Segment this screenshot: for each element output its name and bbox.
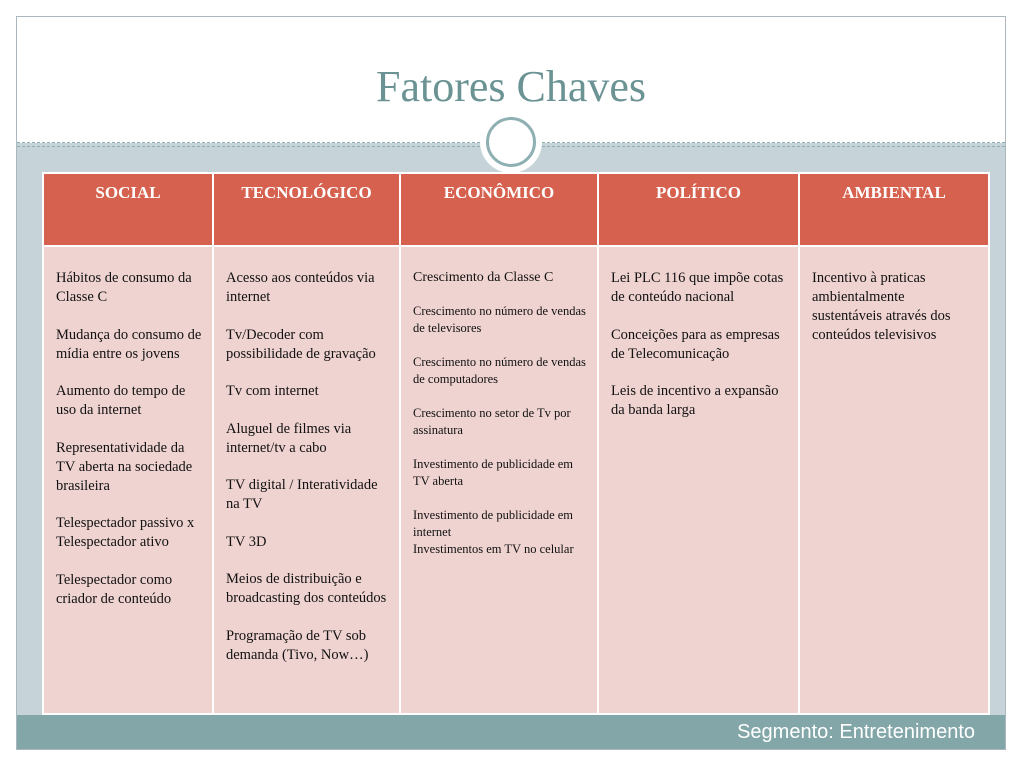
list-item: Investimentos em TV no celular <box>413 542 574 556</box>
list-item: Tv com internet <box>226 383 319 399</box>
list-item: Tv/Decoder com possibilidade de gravação <box>226 326 376 362</box>
list-item: Programação de TV sob demanda (Tivo, Now…) <box>226 627 369 663</box>
cell-ambiental <box>799 246 989 714</box>
cell-economico <box>400 246 598 714</box>
list-item: Hábitos de consumo da Classe C <box>56 270 192 305</box>
cell-social <box>43 246 213 714</box>
list-item: Crescimento no número de vendas de computadores <box>413 355 586 386</box>
list-item: TV digital / Interatividade na TV <box>226 477 378 512</box>
list-item: Incentivo à praticas ambientalmente sustentáveis através dos conteúdos televisivos <box>812 270 951 343</box>
factors-table <box>42 172 990 715</box>
ornament-ring <box>486 117 536 167</box>
header-economico: ECONÔMICO <box>400 173 598 246</box>
table-row <box>43 246 989 714</box>
list-item: Telespectador como criador de conteúdo <box>56 571 173 607</box>
list-item: Crescimento no setor de Tv por assinatura <box>413 406 571 437</box>
header-politico: POLÍTICO <box>598 173 799 246</box>
list-item: Acesso aos conteúdos via internet <box>226 270 375 305</box>
header-ambiental: AMBIENTAL <box>799 173 989 246</box>
list-item: Aumento do tempo de uso da internet <box>56 383 186 418</box>
list-item: Lei PLC 116 que impõe cotas de conteúdo nacional <box>611 270 784 305</box>
list-item: Mudança do consumo de mídia entre os jovens <box>56 326 202 362</box>
list-item: Crescimento da Classe C <box>413 270 554 285</box>
factors-table-container <box>42 172 988 715</box>
header-tecnologico: TECNOLÓGICO <box>213 173 400 246</box>
list-item: Investimento de publicidade em internet <box>413 508 574 539</box>
slide-title: Fatores Chaves <box>375 62 647 111</box>
list-item: Leis de incentivo a expansão da banda larga <box>611 383 779 418</box>
cell-politico <box>598 246 799 714</box>
cell-tecnologico <box>213 246 400 714</box>
list-item: Conceições para as empresas de Telecomunicação <box>611 326 780 362</box>
list-item: TV 3D <box>226 533 267 550</box>
footer-bar <box>17 715 1005 749</box>
table-header-row <box>43 173 989 246</box>
list-item: Investimento de publicidade em TV aberta <box>413 457 574 488</box>
list-item: Telespectador passivo x Telespectador ativo <box>56 515 195 550</box>
header-social: SOCIAL <box>43 173 213 246</box>
list-item: Representatividade da TV aberta na sociedade brasileira <box>56 439 193 494</box>
list-item: Aluguel de filmes via internet/tv a cabo <box>226 420 352 456</box>
footer-segment-label: Segmento: Entretenimento <box>737 721 975 743</box>
list-item: Meios de distribuição e broadcasting dos conteúdos <box>226 571 387 606</box>
list-item: Crescimento no número de vendas de televisores <box>413 304 586 335</box>
